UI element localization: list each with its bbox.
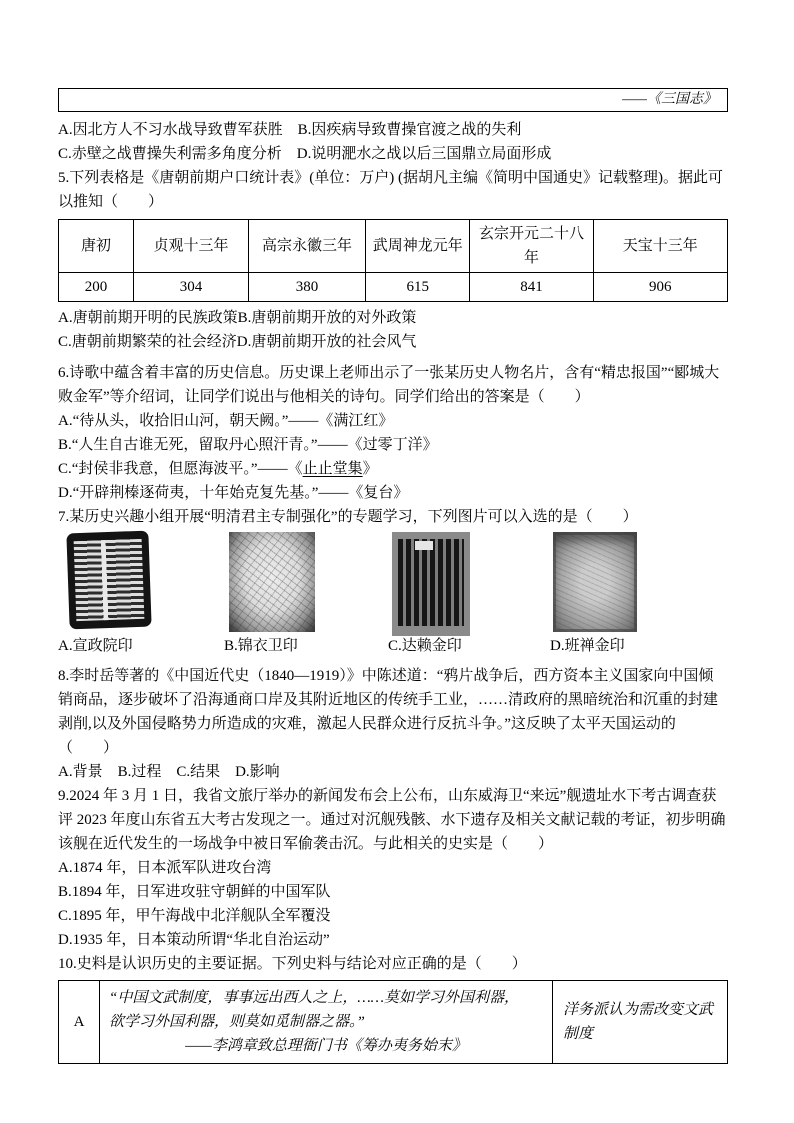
q7-caption-c: C.达赖金印	[388, 638, 462, 654]
q5-table-header-row	[59, 220, 728, 273]
q5-table-header-cell: 贞观十三年	[133, 220, 248, 273]
q5-table-header-cell: 武周神龙元年	[366, 220, 470, 273]
q10-row-a-letter: A	[59, 981, 100, 1064]
seal-photo-xuanzhengyuan-impression	[74, 539, 145, 621]
source-quote-box	[58, 88, 728, 112]
seal-photo-dalai-highlight	[415, 541, 433, 550]
q8-options: A.背景 B.过程 C.结果 D.影响	[58, 764, 280, 780]
q5-table-header-cell: 天宝十三年	[593, 220, 728, 273]
q5-options-cd: C.唐朝前期繁荣的社会经济D.唐朝前期开放的社会风气	[58, 334, 417, 350]
seal-photo-dalai-impression	[398, 539, 464, 626]
q10-stem: 10.史料是认识历史的主要证据。下列史料与结论对应正确的是（ ）	[58, 956, 527, 972]
q10-evidence-table	[58, 980, 728, 1064]
q5-options-ab: A.唐朝前期开明的民族政策B.唐朝前期开放的对外政策	[58, 310, 417, 326]
q9-option-d: D.1935 年，日本策动所谓“华北自治运动”	[58, 932, 330, 948]
q6-option-c-prefix: C.“封侯非我意，但愿海波平。”——《	[58, 461, 303, 477]
q7-stem: 7.某历史兴趣小组开展“明清君主专制强化”的专题学习，下列图片可以入选的是（ ）	[58, 509, 638, 525]
q5-table-header-cell: 唐初	[59, 220, 134, 273]
q9-stem: 9.2024 年 3 月 1 日，我省文旅厅举办的新闻发布会上公布，山东威海卫“来远”舰遗址水下考古调查获评 2023 年度山东省五大考古发现之一。通过对沉舰残骸、水下遗存及相关文献记载的考证，初步明确该舰在近代发生的一场战争中被日军偷袭击沉。与此相关的史实是（ ）	[58, 788, 726, 852]
q6-option-b: B.“人生自古谁无死，留取丹心照汗青。”——《过零丁洋》	[58, 437, 438, 453]
q10-row-a	[59, 981, 728, 1064]
q6-stem: 6.诗歌中蕴含着丰富的历史信息。历史课上老师出示了一张某历史人物名片，含有“精忠报国”“郾城大败金军”等介绍词，让同学们说出与他相关的诗句。同学们给出的答案是（ ）	[58, 365, 720, 405]
q6-option-c-suffix: 》	[362, 461, 378, 477]
seal-photo-dalai-gold-seal	[392, 532, 470, 636]
q5-table-value-cell: 200	[59, 273, 134, 302]
q5-table-value-row	[59, 273, 728, 302]
q10-quote-line1: “中国文武制度，事事远出西人之上，……莫如学习外国利器，	[109, 990, 520, 1006]
q5-table-value-cell: 841	[470, 273, 593, 302]
q7-seal-images-row	[58, 532, 728, 632]
q6-option-a: A.“待从头，收拾旧山河，朝天阙。”——《满江红》	[58, 413, 394, 429]
q6-option-c	[58, 457, 728, 481]
q5-table-header-cell: 玄宗开元二十八年	[470, 220, 593, 273]
q5-table-value-cell: 906	[593, 273, 728, 302]
q7-caption-a: A.宣政院印	[58, 638, 133, 654]
q9-option-a: A.1874 年，日本派军队进攻台湾	[58, 860, 272, 876]
q9-option-b: B.1894 年，日军进攻驻守朝鲜的中国军队	[58, 884, 331, 900]
q9-option-c: C.1895 年，甲午海战中北洋舰队全军覆没	[58, 908, 331, 924]
q6-option-d: D.“开辟荆榛逐荷夷，十年始克复先基。”——《复台》	[58, 485, 409, 501]
source-attribution: ——《三国志》	[622, 92, 717, 107]
q5-table-value-cell: 380	[248, 273, 365, 302]
q6-option-c-book-title: 止止堂集	[302, 461, 363, 477]
q10-row-a-conclusion: 洋务派认为需改变文武制度	[553, 981, 728, 1064]
q7-seal-captions-row	[58, 634, 728, 660]
q10-row-a-source-quote	[100, 981, 553, 1064]
seal-photo-panchen-gold-seal	[553, 532, 637, 632]
q5-table-header-cell: 高宗永徽三年	[248, 220, 365, 273]
q5-table-value-cell: 615	[366, 273, 470, 302]
q7-caption-d: D.班禅金印	[550, 638, 625, 654]
q5-table-value-cell: 304	[133, 273, 248, 302]
q8-stem: 8.李时岳等著的《中国近代史（1840—1919）》中陈述道：“鸦片战争后，西方资本主义国家向中国倾销商品，逐步破坏了沿海通商口岸及其附近地区的传统手工业，……清政府的黑暗统治和沉重的封建剥削,以及外国侵略势力所造成的灾难，激起人民群众进行反抗斗争。”这反映了太平天国运动的（ ）	[58, 668, 719, 756]
q4-options-cd: C.赤壁之战曹操失利需多角度分析 D.说明淝水之战以后三国鼎立局面形成	[58, 146, 552, 162]
q7-caption-b: B.锦衣卫印	[224, 638, 298, 654]
seal-photo-jinyiwei	[229, 532, 315, 632]
q5-stem: 5.下列表格是《唐朝前期户口统计表》(单位：万户) (据胡凡主编《简明中国通史》记载整理)。据此可以推知（ ）	[58, 170, 723, 210]
q5-population-table	[58, 219, 728, 302]
seal-photo-xuanzhengyuan	[66, 531, 151, 630]
q10-quote-attribution: ——李鸿章致总理衙门书《筹办夷务始末》	[185, 1038, 467, 1054]
q4-options-ab: A.因北方人不习水战导致曹军获胜 B.因疾病导致曹操官渡之战的失利	[58, 122, 522, 138]
q10-quote-line2: 欲学习外国利器，则莫如觅制器之器。”	[109, 1014, 365, 1030]
